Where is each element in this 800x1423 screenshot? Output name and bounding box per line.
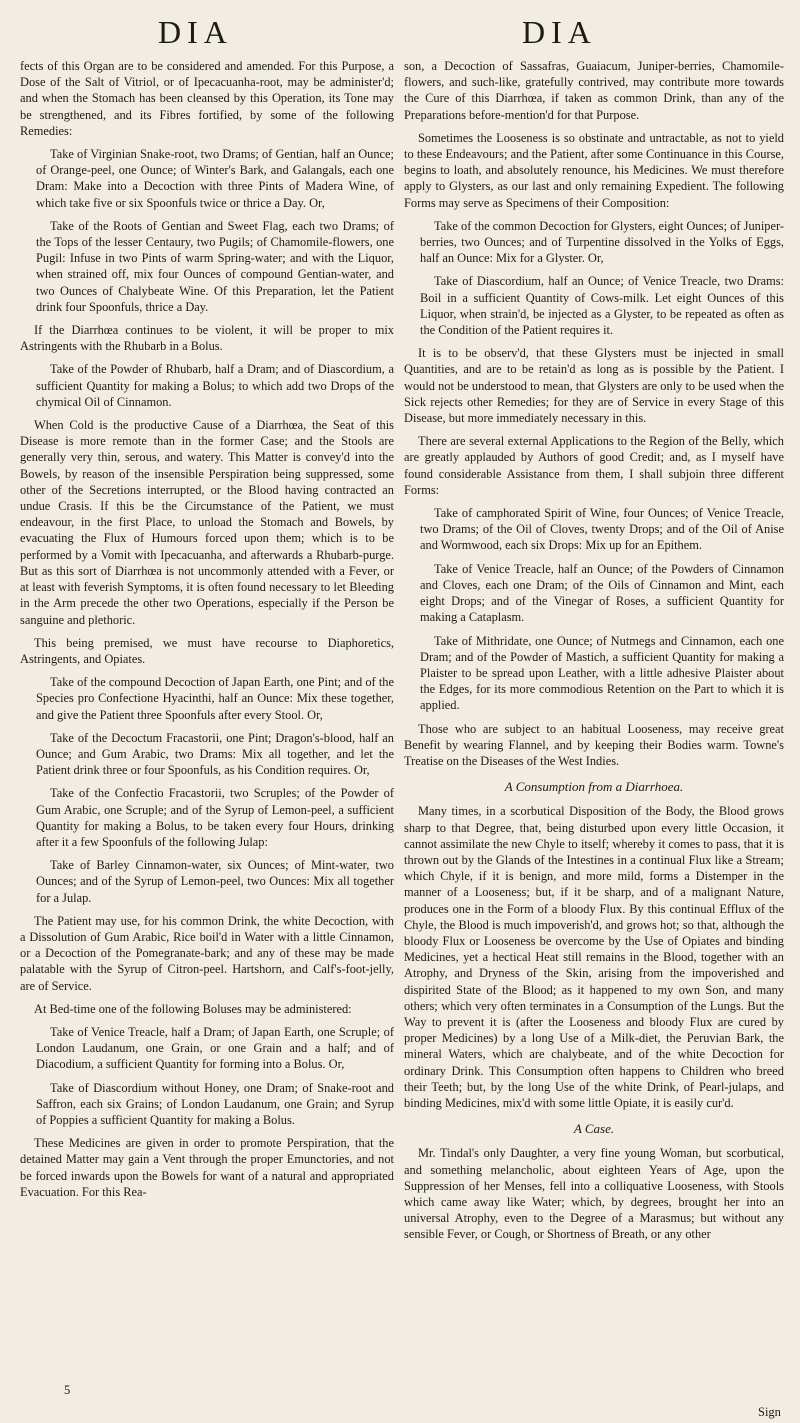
body-paragraph: The Patient may use, for his common Drink, the white Decoction, with a Dissolution of Gum Arabic, Rice boil'd in Water with a little Cinnamon, or a Decoction of the Pomegranate-bark; and any of these may be made palatable with the Syrup of Citron-peel. Hartshorn, and Calf's-foot-jelly, are of Service. (20, 913, 394, 993)
body-paragraph: There are several external Applications to the Region of the Belly, which are greatly applauded by Authors of good Credit; and, as I myself have found considerable Assistance from them, I shall subjoin three different Forms: (404, 434, 784, 497)
body-paragraph: fects of this Organ are to be considered and amended. For this Purpose, a Dose of the Salt of Vitriol, or of Ipecacuanha-root, may be administer'd; and when the Stomach has been cleansed by this Operation, its Tone may be strengthened, and its Fibres fortified, by some of the following Remedies: (20, 59, 394, 138)
recipe-paragraph: Take of Venice Treacle, half an Ounce; of the Powders of Cinnamon and Cloves, each one Dram; of the Oils of Cinnamon and Mint, each eight Drops; and of the Vinegar of Roses, a sufficient Quantity for making a Cataplasm. (420, 561, 784, 625)
body-paragraph: These Medicines are given in order to promote Perspiration, that the detained Matter may gain a Vent through the proper Emunctories, and not be forced inwards upon the Bowels for want of a natural and appropriated Evacuation. For this Rea- (20, 1136, 394, 1199)
body-paragraph: When Cold is the productive Cause of a Diarrhœa, the Seat of this Disease is more remote than in the former Case; and the Stools are generally very thin, serous, and watery. This Matter is convey'd into the Bowels, by reason of the insensible Perspiration being suppressed, some other of the Secretions interrupted, or the Blood having contracted an undue Crasis. If this be the Circumstance of the Patient, we must endeavour, in the first Place, to unload the Stomach and Bowels, by evacuating the Flux of Humours forced upon them; which is to be performed by a Vomit with Ipecacuanha, and afterwards a Rhubarb-purge. But as this sort of Diarrhœa is not uncommonly attended with a Fever, or at least with feverish Symptoms, it is often found necessary to let Bleeding in the Arm precede the other two Operations, especially if the Person be sanguine and plethoric. (20, 418, 394, 627)
recipe-paragraph: Take of Venice Treacle, half a Dram; of Japan Earth, one Scruple; of London Laudanum, one Grain, or one Grain and a half; and of Diacodium, a sufficient Quantity for forming into a Bolus. Or, (36, 1024, 394, 1072)
left-column (20, 58, 394, 1413)
recipe-paragraph: Take of the Decoctum Fracastorii, one Pint; Dragon's-blood, half an Ounce; and Gum Arabic, two Drams: Mix all together, and let the Patient drink three or four Spoonfuls, as his Condition requires. Or, (36, 730, 394, 778)
recipe-paragraph: Take of the Confectio Fracastorii, two Scruples; of the Powder of Gum Arabic, one Scruple; and of the Syrup of Lemon-peel, a sufficient Quantity for making a Bolus, to be taken every four Hours, drinking after it a few Spoonfuls of the following Julap: (36, 786, 394, 849)
running-header-right: DIA (522, 14, 597, 50)
body-paragraph: Mr. Tindal's only Daughter, a very fine young Woman, but scorbutical, and something melancholic, about eighteen Years of Age, upon the Suppression of her Menses, fell into a colliquative Looseness, with Stools which came away like Water; which, by degrees, brought her into an universal Atrophy, even to the Degree of a Marasmus; but without any sensible Fever, or Cough, or Shortness of Breath, or any other (404, 1146, 784, 1242)
recipe-paragraph: Take of the common Decoction for Glysters, eight Ounces; of Juniper-berries, two Ounces; and of Turpentine dissolved in the Yolks of Eggs, half an Ounce: Mix for a Glyster. Or, (420, 218, 784, 266)
section-heading: A Consumption from a Diarrhoea. (504, 779, 684, 795)
right-column (404, 58, 784, 1413)
recipe-paragraph: Take of the Powder of Rhubarb, half a Dram; and of Diascordium, a sufficient Quantity for making a Bolus; to which add two Drops of the chymical Oil of Cinnamon. (36, 362, 394, 409)
recipe-paragraph: Take of the Roots of Gentian and Sweet Flag, each two Drams; of the Tops of the lesser Centaury, two Pugils; of Chamomile-flowers, one Pugil: Infuse in two Pints of warm Spring-water; and with the Liquor, when strained off, mix four Ounces of compound Gentian-water, and two Ounces of Chalybeate Wine. Of this Preparation, let the Patient drink four Spoonfuls, thrice a Day. (36, 218, 394, 314)
body-paragraph: If the Diarrhœa continues to be violent, it will be proper to mix Astringents with the Rhubarb in a Bolus. (20, 323, 394, 354)
page-number: 5 (64, 1383, 71, 1397)
body-paragraph: It is to be observ'd, that these Glysters must be injected in small Quantities, and are to be retain'd as long as is possible by the Patient. I would not be understood to mean, that Glysters are only to be used when the Sick rejects other Remedies; for they are of Service in every Stage of this Disease, but more immediately necessary in this. (404, 346, 784, 426)
section-heading: A Case. (573, 1121, 615, 1137)
body-paragraph: At Bed-time one of the following Boluses may be administered: (34, 1001, 352, 1016)
recipe-paragraph: Take of Mithridate, one Ounce; of Nutmegs and Cinnamon, each one Dram; and of the Powder of Mastich, a sufficient Quantity for making a Plaister to be spread upon Leather, with a little adhesive Plaister about the Edges, for its more commodious Retention on the Part to which it is applied. (420, 633, 784, 713)
body-paragraph: Many times, in a scorbutical Disposition of the Body, the Blood grows sharp to that Degree, that, being disturbed upon every little Occasion, it cannot assimilate the new Chyle to itself; whereby it comes to pass, that it is thrown out by the Glands of the Intestines in a continual Flux like a Stream; which Chyle, if it is benign, and more mild, forms a Distemper in the manner of a Looseness; but, if it be sharp, and of a malignant Nature, produces one in the Form of a bloody Flux. By this continual Efflux of the Chyle, the Blood is much impoverish'd, and grows hot; so that, although the bloody Flux or Looseness be overcome by the Use of Opiates and binding Medicines, yet a hectical Heat still remains in the Blood, together with an Atrophy, and Dryness of the Skin, arising from the impoverished and dispirited State of the Blood; as it happened to my own Son, and many others; which very often terminates in a Consumption of the Lungs. But the Way to prevent it is (after the Looseness and bloody Flux are cured by proper Medicines) by a long Use of a Milk-diet, the Peruvian Bark, the mineral Waters, which are chalybeate, and of the white Decoction for ordinary Drink. This Consumption often happens to Children who breed their Teeth; but, by the long Use of the white Drink, of Pearl-julaps, and binding Medicines, mix'd with some little Opiate, it is easily cur'd. (404, 804, 784, 1110)
catchword: Sign (758, 1405, 781, 1419)
body-paragraph: Sometimes the Looseness is so obstinate and untractable, as not to yield to these Endeavours; and the Patient, after some Continuance in this Course, begins to loath, and absolutely renounce, his Medicines. We must therefore apply to Glysters, as our last and only remaining Expedient. The following Forms may serve as Specimens of their Composition: (404, 130, 784, 210)
body-paragraph: Those who are subject to an habitual Looseness, may receive great Benefit by wearing Flannel, and by keeping their Bodies warm. Towne's Treatise on the Diseases of the West Indies. (404, 721, 784, 768)
body-paragraph: son, a Decoction of Sassafras, Guaiacum, Juniper-berries, Chamomile-flowers, and such-like, gratefully contrived, may contribute more towards the Cure of this Diarrhœa, if taken as common Drink, than any of the Preparations before-mention'd for that Purpose. (404, 59, 784, 122)
body-paragraph: This being premised, we must have recourse to Diaphoretics, Astringents, and Opiates. (20, 635, 394, 666)
running-header-left: DIA (158, 14, 233, 50)
recipe-paragraph: Take of Diascordium, half an Ounce; of Venice Treacle, two Drams: Boil in a sufficient Quantity of Cows-milk. Let eight Ounces of this Liquor, when strain'd, be injected as a Glyster, to be repeated as often as the Condition of the Patient requires it. (420, 274, 784, 338)
recipe-paragraph: Take of the compound Decoction of Japan Earth, one Pint; and of the Species pro Confectione Hyacinthi, half an Ounce: Mix these together, and give the Patient three Spoonfuls after every Stool. Or, (36, 675, 394, 722)
recipe-paragraph: Take of camphorated Spirit of Wine, four Ounces; of Venice Treacle, two Drams; of the Oil of Cloves, twenty Drops; and of the Oil of Anise and Wormwood, each six Drops: Mix up for an Epithem. (420, 506, 784, 553)
recipe-paragraph: Take of Diascordium without Honey, one Dram; of Snake-root and Saffron, each six Grains; of London Laudanum, one Grain; and Syrup of Poppies a sufficient Quantity for making a Bolus. (36, 1080, 394, 1127)
recipe-paragraph: Take of Barley Cinnamon-water, six Ounces; of Mint-water, two Ounces; and of the Syrup of Lemon-peel, two Ounces: Mix all together for a Julap. (36, 858, 394, 905)
recipe-paragraph: Take of Virginian Snake-root, two Drams; of Gentian, half an Ounce; of Orange-peel, one Ounce; of Winter's Bark, and Galangals, each one Dram: Make into a Decoction with three Pints of Madera Wine, of which take five or six Spoonfuls twice or thrice a Day. Or, (36, 147, 394, 210)
